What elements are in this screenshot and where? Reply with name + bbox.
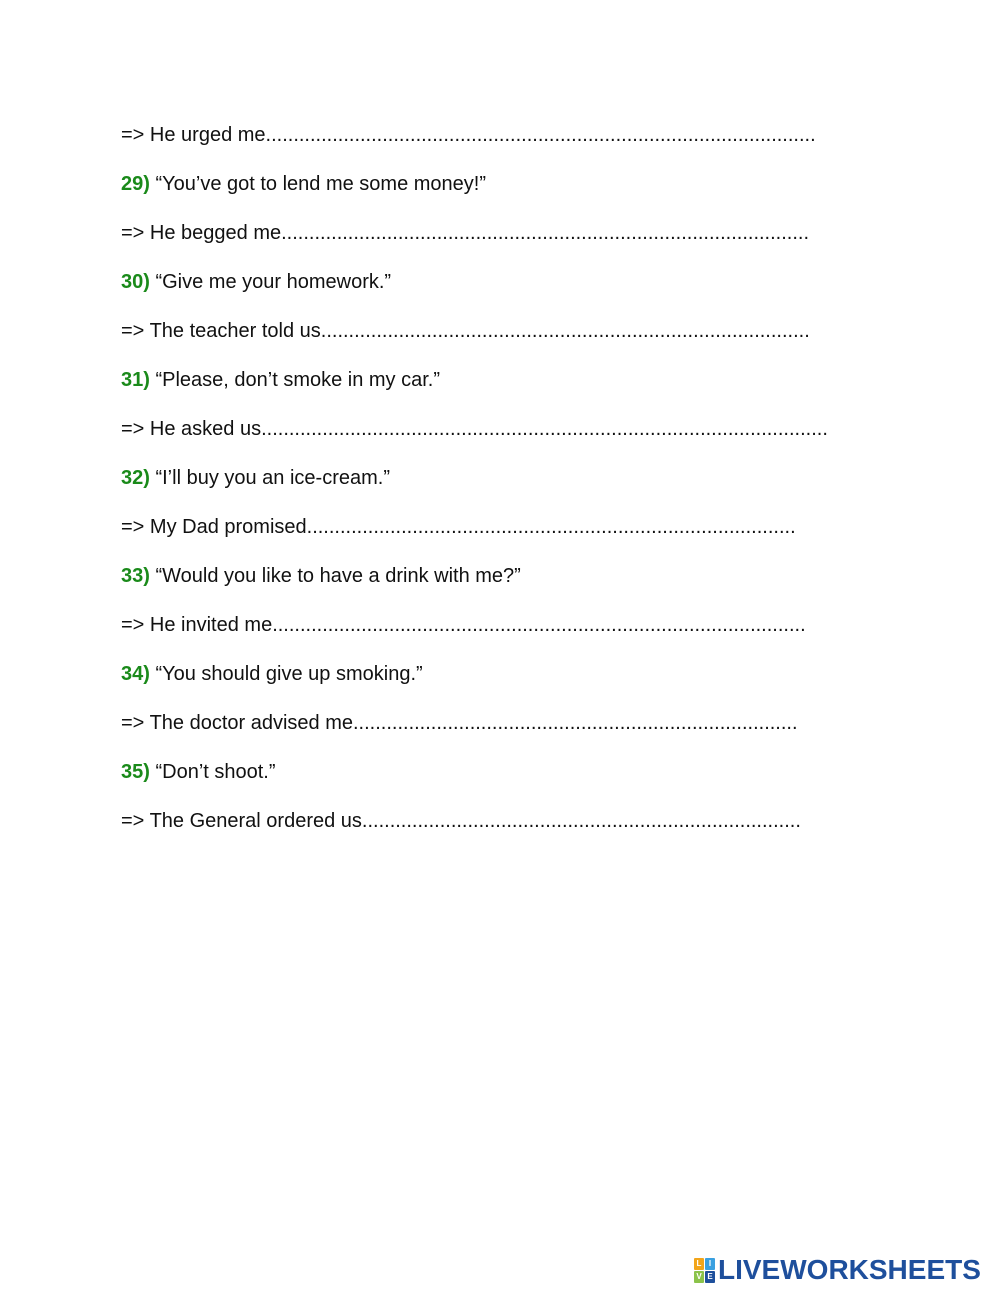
question-prompt: “You’ve got to lend me some money!” [149,173,487,195]
answer-prefix: => [121,712,150,734]
answer-line-33 [121,613,806,637]
question-number: 32) [121,467,150,489]
question-prompt: “I’ll buy you an ice-cream.” [149,467,390,489]
answer-text[interactable]: He asked us...................................................................................................... [149,418,828,440]
logo-mark-letter: E [705,1271,715,1283]
answer-line-29 [121,221,809,245]
question-29 [121,172,486,196]
question-number: 35) [121,761,150,783]
answer-text[interactable]: The teacher told us........................................................................................ [149,320,810,342]
question-35 [121,760,276,784]
answer-prefix: => [121,614,150,636]
question-32 [121,466,390,490]
question-prompt: “You should give up smoking.” [149,663,423,685]
question-33 [121,564,521,588]
answer-prefix: => [121,124,150,146]
question-number: 30) [121,271,150,293]
answer-text[interactable]: My Dad promised........................................................................................ [149,516,796,538]
liveworksheets-logo [694,1256,981,1284]
logo-mark-letter: L [694,1258,704,1270]
answer-text[interactable]: He invited me................................................................................................ [149,614,806,636]
question-number: 29) [121,173,150,195]
answer-line-28 [121,123,816,147]
question-prompt: “Would you like to have a drink with me?” [149,565,521,587]
question-number: 34) [121,663,150,685]
question-31 [121,368,440,392]
answer-line-30 [121,319,810,343]
question-30 [121,270,391,294]
answer-prefix: => [121,222,150,244]
answer-prefix: => [121,516,150,538]
answer-line-34 [121,711,798,735]
question-34 [121,662,423,686]
logo-wordmark: LIVEWORKSHEETS [718,1254,981,1285]
question-prompt: “Please, don’t smoke in my car.” [149,369,441,391]
answer-line-31 [121,417,828,441]
answer-text[interactable]: The doctor advised me................................................................................ [149,712,798,734]
answer-prefix: => [121,418,150,440]
liveworksheets-logo-icon [694,1258,715,1283]
question-number: 31) [121,369,150,391]
question-prompt: “Don’t shoot.” [149,761,276,783]
answer-prefix: => [121,320,150,342]
answer-line-35 [121,809,801,833]
answer-text[interactable]: He urged me................................................................................................... [149,124,816,146]
answer-line-32 [121,515,796,539]
answer-text[interactable]: He begged me............................................................................................... [149,222,810,244]
answer-prefix: => [121,810,150,832]
logo-mark-letter: V [694,1271,704,1283]
logo-mark-letter: I [705,1258,715,1270]
answer-text[interactable]: The General ordered us............................................................................... [149,810,801,832]
question-number: 33) [121,565,150,587]
question-prompt: “Give me your homework.” [149,271,392,293]
